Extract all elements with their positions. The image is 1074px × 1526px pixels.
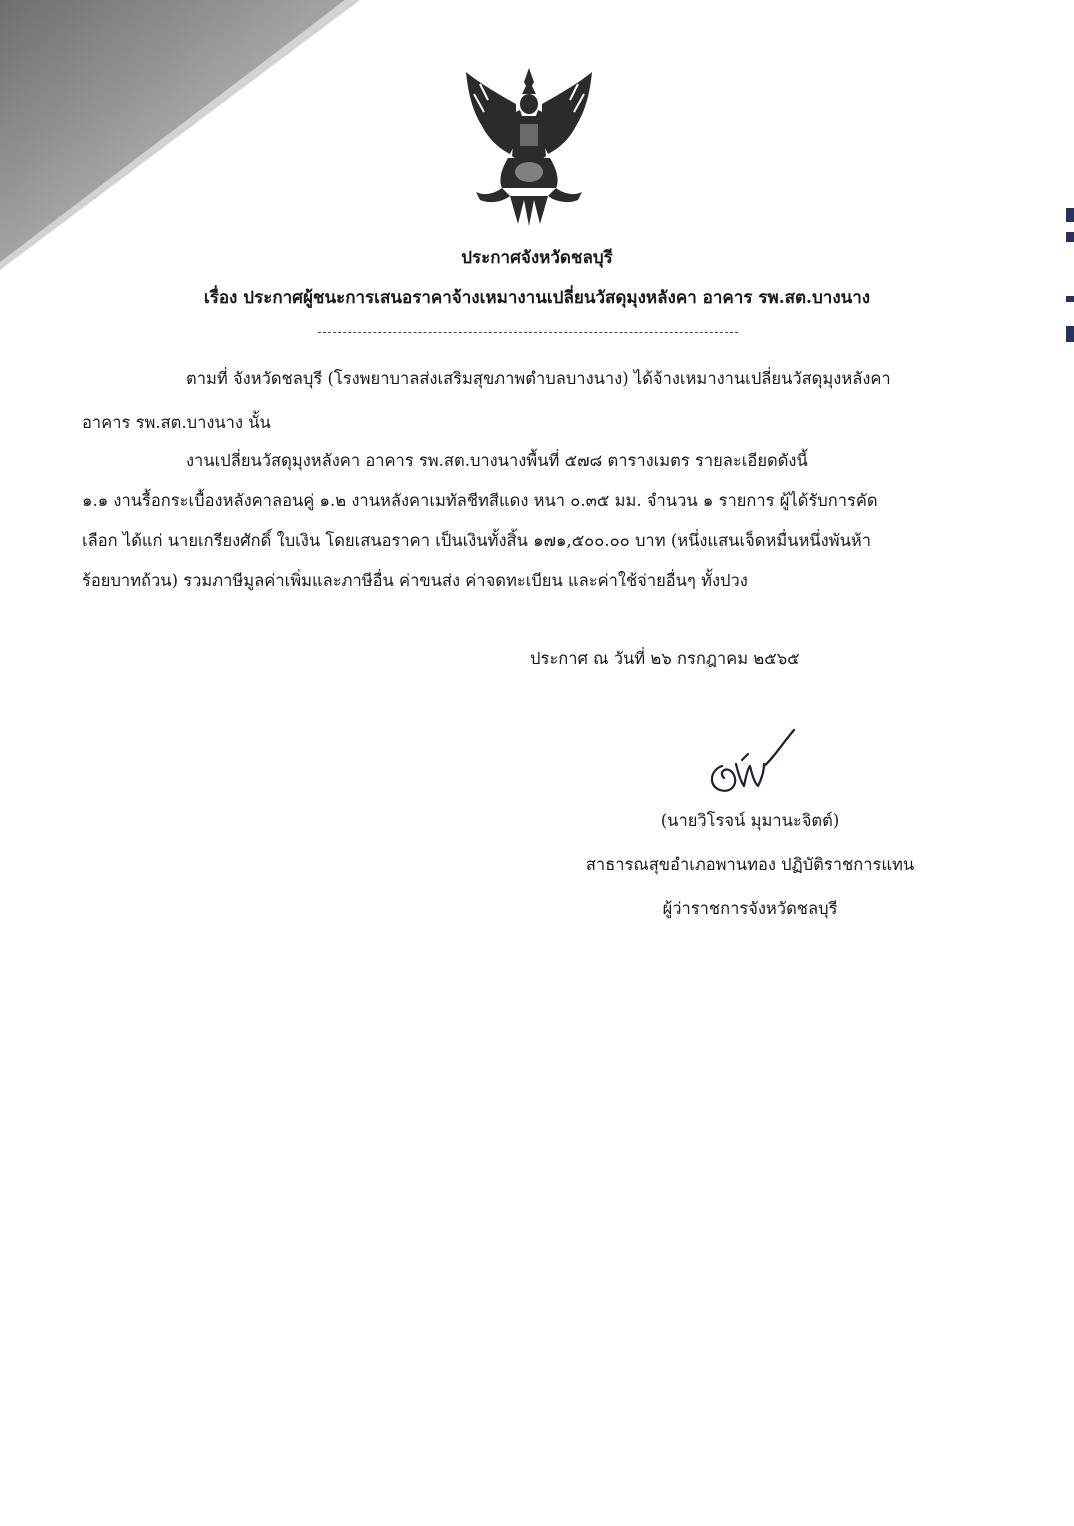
scan-edge-mark — [1066, 208, 1074, 222]
paragraph-1-line: อาคาร รพ.สต.บางนาง นั้น — [82, 413, 271, 432]
announce-date: ประกาศ ณ วันที่ ๒๖ กรกฎาคม ๒๕๖๕ — [530, 649, 800, 668]
scan-edge-mark — [1066, 232, 1074, 242]
paragraph-2-line: เลือก ได้แก่ นายเกรียงศักดิ์ ใบเงิน โดยเสนอราคา เป็นเงินทั้งสิ้น ๑๗๑,๕๐๐.๐๐ บาท (หนึ่งแสนเจ็ดหมื่นหนึ่งพันห้า — [82, 531, 872, 550]
handwritten-signature — [702, 726, 798, 798]
signatory-position: สาธารณสุขอำเภอพานทอง ปฏิบัติราชการแทน — [585, 855, 915, 874]
title-divider — [318, 332, 738, 333]
announcement-subject: เรื่อง ประกาศผู้ชนะการเสนอราคาจ้างเหมางานเปลี่ยนวัสดุมุงหลังคา อาคาร รพ.สต.บางนาง — [203, 288, 871, 308]
paragraph-2-line: งานเปลี่ยนวัสดุมุงหลังคา อาคาร รพ.สต.บางนางพื้นที่ ๕๗๘ ตารางเมตร รายละเอียดดังนี้ — [186, 451, 808, 470]
announcement-title: ประกาศจังหวัดชลบุรี — [461, 248, 613, 268]
scan-edge-mark — [1066, 326, 1074, 342]
paragraph-2-line: ๑.๑ งานรื้อกระเบื้องหลังคาลอนคู่ ๑.๒ งานหลังคาเมทัลชีทสีแดง หนา ๐.๓๕ มม. จำนวน ๑ รายการ ผู้ได้รับการคัด — [82, 491, 878, 510]
paragraph-1-line: ตามที่ จังหวัดชลบุรี (โรงพยาบาลส่งเสริมสุขภาพตำบลบางนาง) ได้จ้างเหมางานเปลี่ยนวัสดุมุงหลังคา — [186, 369, 891, 388]
signatory-name: (นายวิโรจน์ มุมานะจิตต์) — [660, 811, 840, 830]
garuda-emblem-icon — [458, 64, 600, 226]
scan-corner-shadow — [0, 0, 360, 270]
paragraph-2-line: ร้อยบาทถ้วน) รวมภาษีมูลค่าเพิ่มและภาษีอื่น ค่าขนส่ง ค่าจดทะเบียน และค่าใช้จ่ายอื่นๆ ทั้งปวง — [82, 571, 748, 590]
signatory-role: ผู้ว่าราชการจังหวัดชลบุรี — [662, 899, 838, 918]
